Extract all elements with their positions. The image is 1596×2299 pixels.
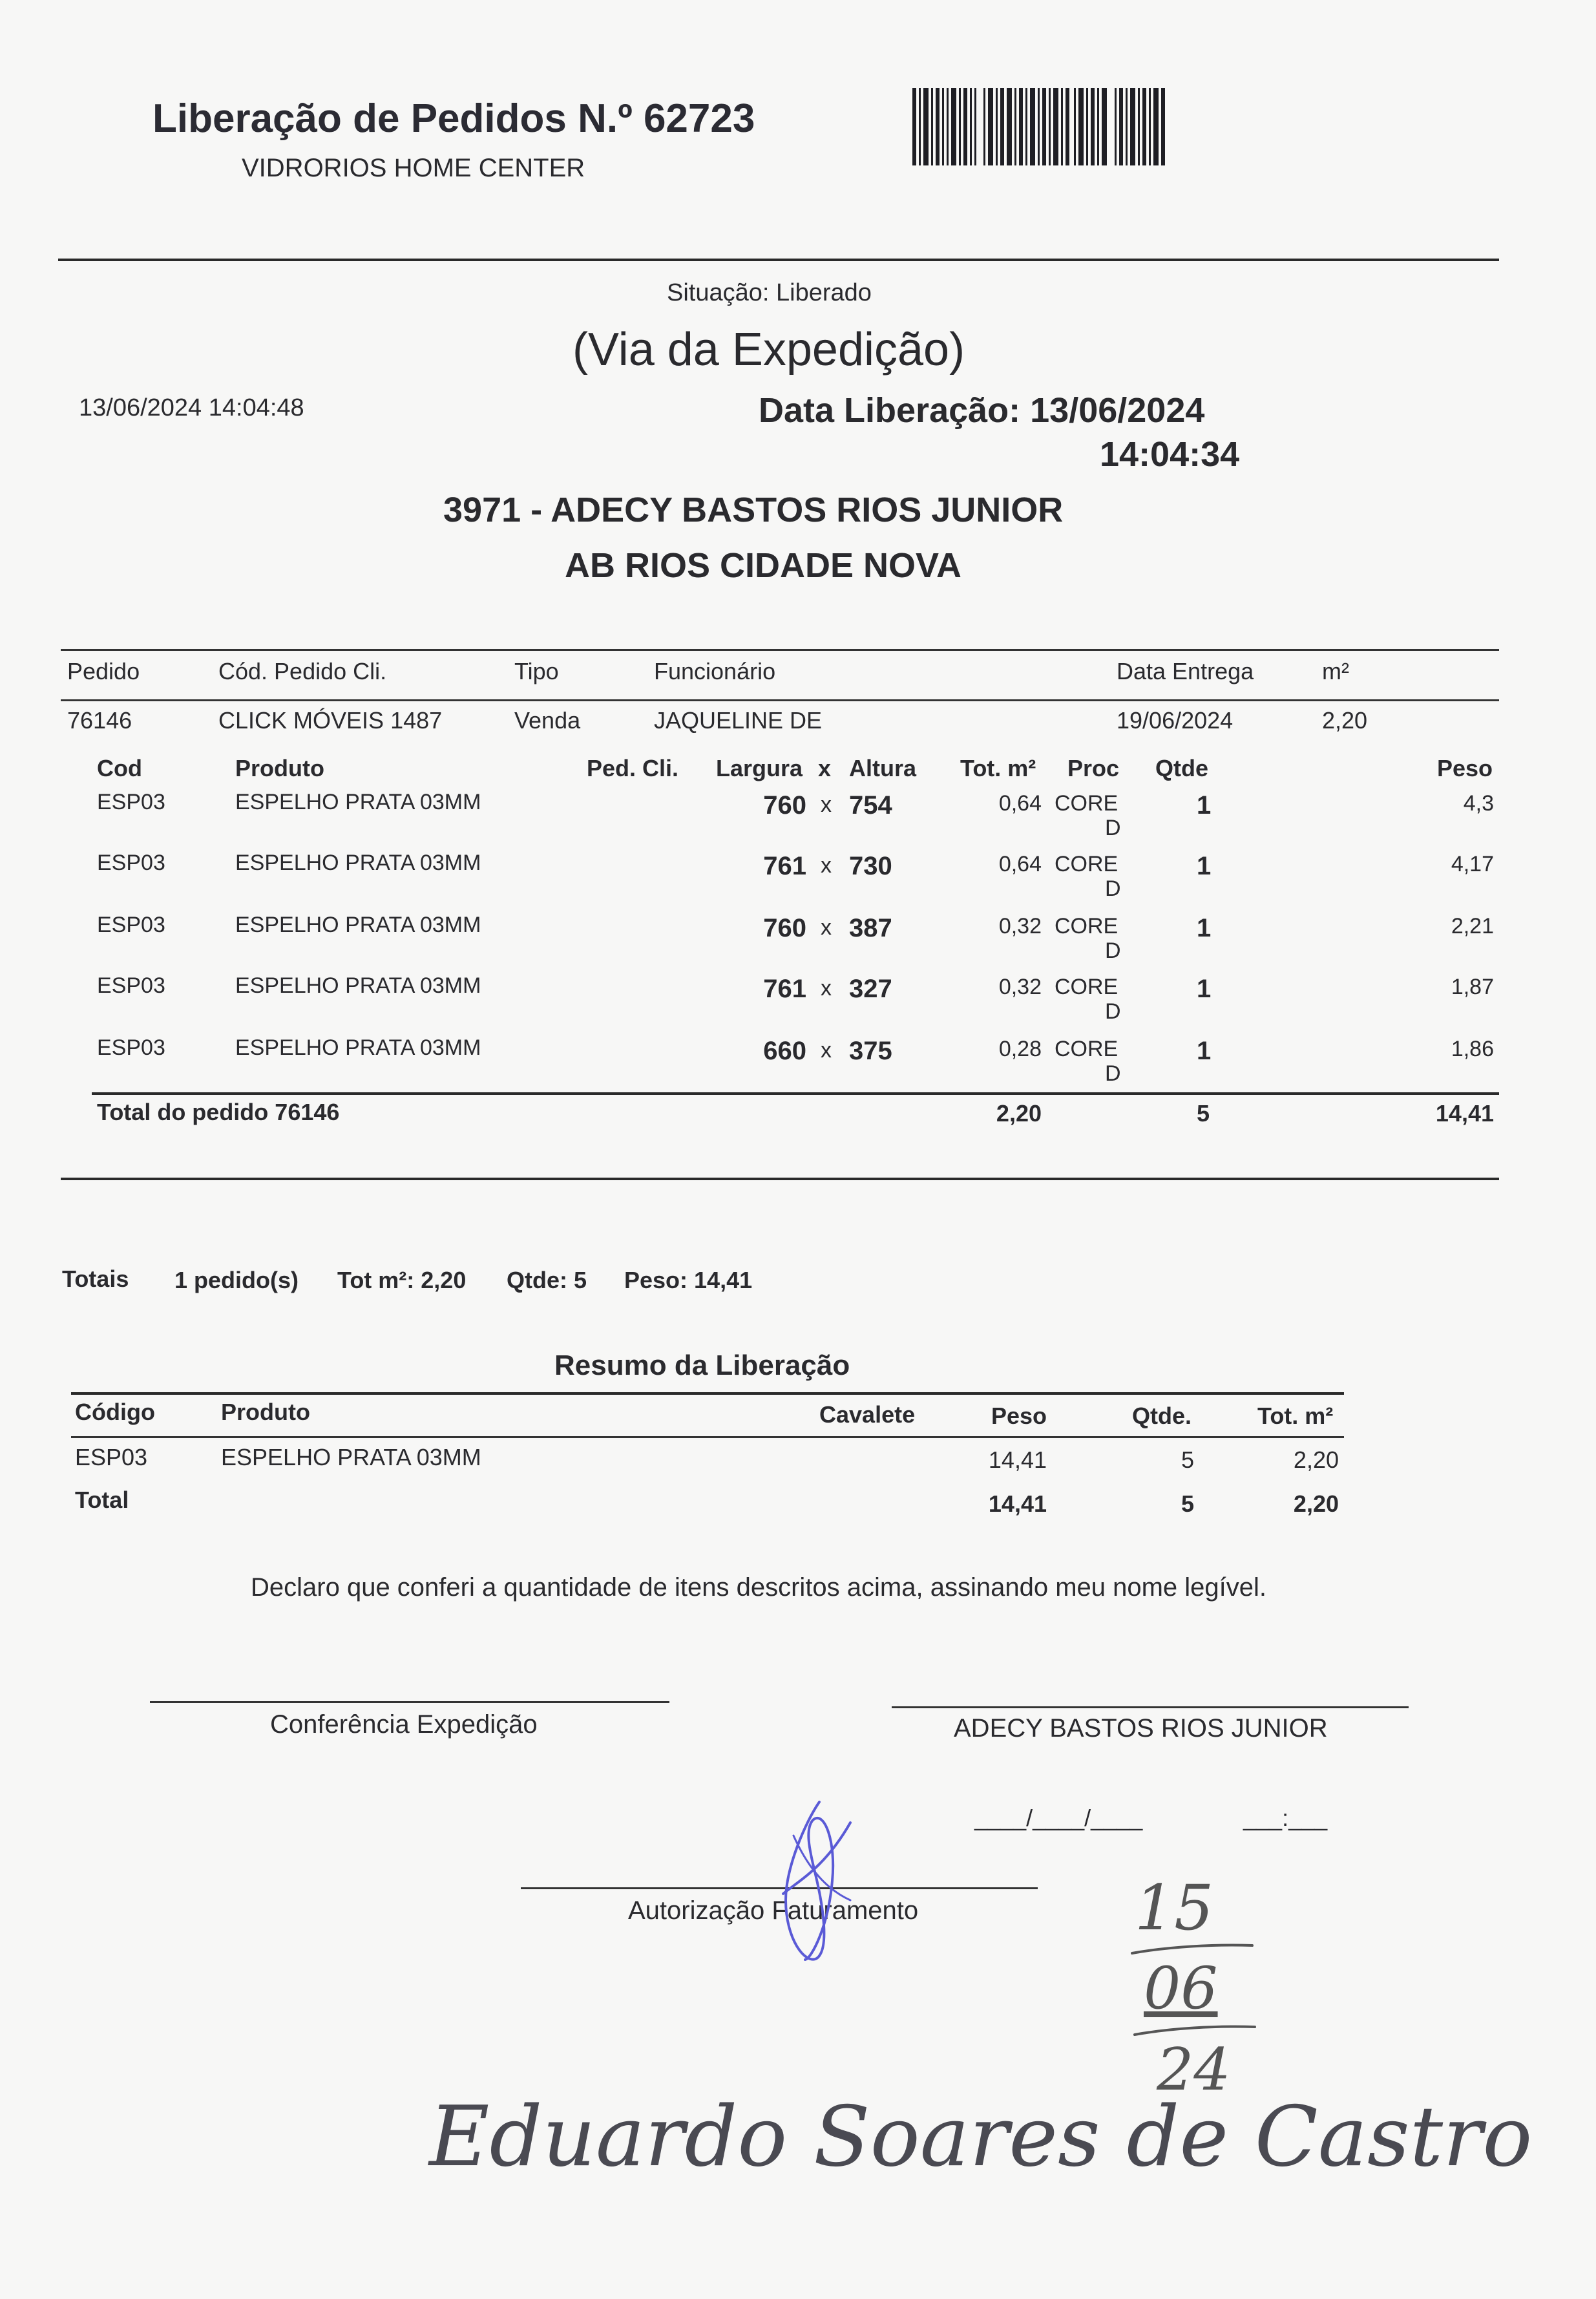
client-order-code: CLICK MÓVEIS 1487	[218, 707, 443, 734]
summary-col-peso: Peso	[991, 1403, 1047, 1429]
item-altura: 387	[849, 914, 892, 942]
company-name: VIDRORIOS HOME CENTER	[242, 154, 585, 182]
item-tot-m2: 0,32	[998, 975, 1042, 999]
summary-col-cavalete: Cavalete	[819, 1401, 916, 1428]
status-text: Situação: Liberado	[667, 279, 872, 306]
summary-header-line	[71, 1436, 1344, 1438]
totals-m2: Tot m²: 2,20	[337, 1267, 467, 1293]
handwritten-day: 15	[1135, 1872, 1214, 1944]
handwritten-month: 06	[1144, 1955, 1218, 2022]
item-produto: ESPELHO PRATA 03MM	[235, 973, 481, 998]
order-m2: 2,20	[1322, 707, 1368, 734]
item-peso: 2,21	[1451, 914, 1494, 938]
col-funcionario: Funcionário	[654, 658, 776, 684]
item-proc: CORE	[1055, 914, 1118, 938]
summary-col-produto: Produto	[221, 1399, 310, 1425]
summary-tot-m2: 2,20	[1293, 1446, 1339, 1473]
col-peso: Peso	[1437, 755, 1493, 781]
item-x: x	[821, 853, 832, 878]
declaration-text: Declaro que conferi a quantidade de itens descritos acima, assinando meu nome legível.	[251, 1573, 1267, 1602]
summary-total-qtde: 5	[1181, 1490, 1194, 1517]
col-m2: m²	[1322, 658, 1349, 684]
item-tot-m2: 0,28	[998, 1037, 1042, 1061]
item-tot-m2: 0,64	[998, 791, 1042, 816]
item-tot-m2: 0,64	[998, 852, 1042, 876]
col-pedido: Pedido	[67, 658, 140, 684]
summary-col-codigo: Código	[75, 1399, 155, 1425]
item-altura: 327	[849, 975, 892, 1003]
item-qtde: 1	[1197, 852, 1212, 880]
summary-produto: ESPELHO PRATA 03MM	[221, 1444, 481, 1470]
item-x: x	[821, 792, 832, 817]
order-total-m2: 2,20	[996, 1100, 1042, 1127]
item-proc: CORE	[1055, 852, 1118, 876]
item-tot-m2: 0,32	[998, 914, 1042, 938]
item-qtde: 1	[1197, 1037, 1212, 1065]
col-produto: Produto	[235, 755, 324, 781]
summary-total-tot-m2: 2,20	[1293, 1490, 1339, 1517]
col-x: x	[818, 755, 832, 781]
handwritten-year: 24	[1157, 2036, 1231, 2104]
customer-name: 3971 - ADECY BASTOS RIOS JUNIOR	[443, 491, 1064, 529]
items-total-line	[92, 1092, 1499, 1095]
customer-store: AB RIOS CIDADE NOVA	[565, 546, 962, 585]
item-qtde: 1	[1197, 914, 1212, 942]
release-time: 14:04:34	[1100, 435, 1240, 474]
release-date: Data Liberação: 13/06/2024	[759, 391, 1205, 430]
summary-col-tot-m2: Tot. m²	[1257, 1403, 1334, 1429]
item-largura: 760	[763, 791, 806, 820]
summary-top-line	[71, 1392, 1344, 1395]
item-produto: ESPELHO PRATA 03MM	[235, 1035, 481, 1060]
col-largura: Largura	[716, 755, 803, 781]
col-proc: Proc	[1067, 755, 1120, 781]
item-x: x	[821, 976, 832, 1001]
item-peso: 1,86	[1451, 1037, 1494, 1061]
item-proc: CORE	[1055, 1037, 1118, 1061]
item-largura: 761	[763, 975, 806, 1003]
item-produto: ESPELHO PRATA 03MM	[235, 851, 481, 875]
order-type: Venda	[514, 707, 581, 734]
totals-label: Totais	[62, 1266, 129, 1292]
item-altura: 730	[849, 852, 892, 880]
col-cod-pedido-cli: Cód. Pedido Cli.	[218, 658, 387, 684]
summary-col-qtde: Qtde.	[1132, 1403, 1192, 1429]
item-peso: 1,87	[1451, 975, 1494, 999]
item-altura: 375	[849, 1037, 892, 1065]
item-proc: CORE	[1055, 791, 1118, 816]
employee: JAQUELINE DE	[654, 707, 823, 734]
item-largura: 761	[763, 852, 806, 880]
item-largura: 760	[763, 914, 806, 942]
print-timestamp: 13/06/2024 14:04:48	[79, 394, 304, 421]
conferencia-signature-line	[150, 1701, 669, 1703]
item-proc-suffix: D	[1105, 1061, 1121, 1086]
item-proc-suffix: D	[1105, 876, 1121, 901]
item-peso: 4,17	[1451, 852, 1494, 876]
item-peso: 4,3	[1463, 791, 1494, 816]
conferencia-label: Conferência Expedição	[270, 1710, 538, 1739]
order-table-header-line	[61, 699, 1499, 701]
item-cod: ESP03	[97, 790, 165, 814]
summary-codigo: ESP03	[75, 1444, 148, 1470]
col-ped-cli: Ped. Cli.	[587, 755, 679, 781]
date-blank: ____/____/____	[974, 1805, 1143, 1831]
totals-qtde: Qtde: 5	[507, 1267, 587, 1293]
item-proc: CORE	[1055, 975, 1118, 999]
summary-qtde: 5	[1181, 1446, 1194, 1473]
item-cod: ESP03	[97, 913, 165, 937]
item-produto: ESPELHO PRATA 03MM	[235, 790, 481, 814]
item-cod: ESP03	[97, 1035, 165, 1060]
delivery-date: 19/06/2024	[1117, 707, 1234, 734]
order-total-qtde: 5	[1197, 1100, 1210, 1127]
order-table-top-line	[61, 649, 1499, 651]
customer-signature-name: ADECY BASTOS RIOS JUNIOR	[954, 1714, 1328, 1743]
totals-pedidos: 1 pedido(s)	[174, 1267, 299, 1293]
copy-designation: (Via da Expedição)	[572, 324, 965, 376]
totals-peso: Peso: 14,41	[624, 1267, 753, 1293]
summary-total-peso: 14,41	[988, 1490, 1047, 1517]
col-qtde: Qtde	[1155, 755, 1209, 781]
order-total-peso: 14,41	[1435, 1100, 1494, 1127]
document-title: Liberação de Pedidos N.º 62723	[152, 96, 755, 141]
barcode	[912, 88, 1166, 165]
item-largura: 660	[763, 1037, 806, 1065]
handwritten-name: Eduardo Soares de Castro	[429, 2089, 1533, 2185]
summary-title: Resumo da Liberação	[554, 1350, 850, 1381]
col-data-entrega: Data Entrega	[1117, 658, 1254, 684]
summary-total-label: Total	[75, 1487, 129, 1513]
item-x: x	[821, 915, 832, 940]
col-tipo: Tipo	[514, 658, 559, 684]
item-proc-suffix: D	[1105, 938, 1121, 963]
col-altura: Altura	[849, 755, 917, 781]
item-qtde: 1	[1197, 975, 1212, 1003]
time-blank: ___:___	[1243, 1805, 1328, 1831]
blue-signature-mark	[760, 1797, 863, 1971]
order-total-label: Total do pedido 76146	[97, 1099, 340, 1125]
item-proc-suffix: D	[1105, 999, 1121, 1024]
autorizacao-label: Autorização Faturamento	[628, 1896, 919, 1925]
col-cod: Cod	[97, 755, 142, 781]
summary-peso: 14,41	[988, 1446, 1047, 1473]
item-cod: ESP03	[97, 851, 165, 875]
item-proc-suffix: D	[1105, 816, 1121, 840]
col-tot-m2: Tot. m²	[960, 755, 1036, 781]
customer-signature-line	[892, 1706, 1409, 1708]
item-produto: ESPELHO PRATA 03MM	[235, 913, 481, 937]
item-x: x	[821, 1038, 832, 1063]
items-section-bottom-line	[61, 1178, 1499, 1180]
item-altura: 754	[849, 791, 892, 820]
item-qtde: 1	[1197, 791, 1212, 820]
item-cod: ESP03	[97, 973, 165, 998]
order-number: 76146	[67, 707, 132, 734]
header-divider	[58, 259, 1499, 261]
